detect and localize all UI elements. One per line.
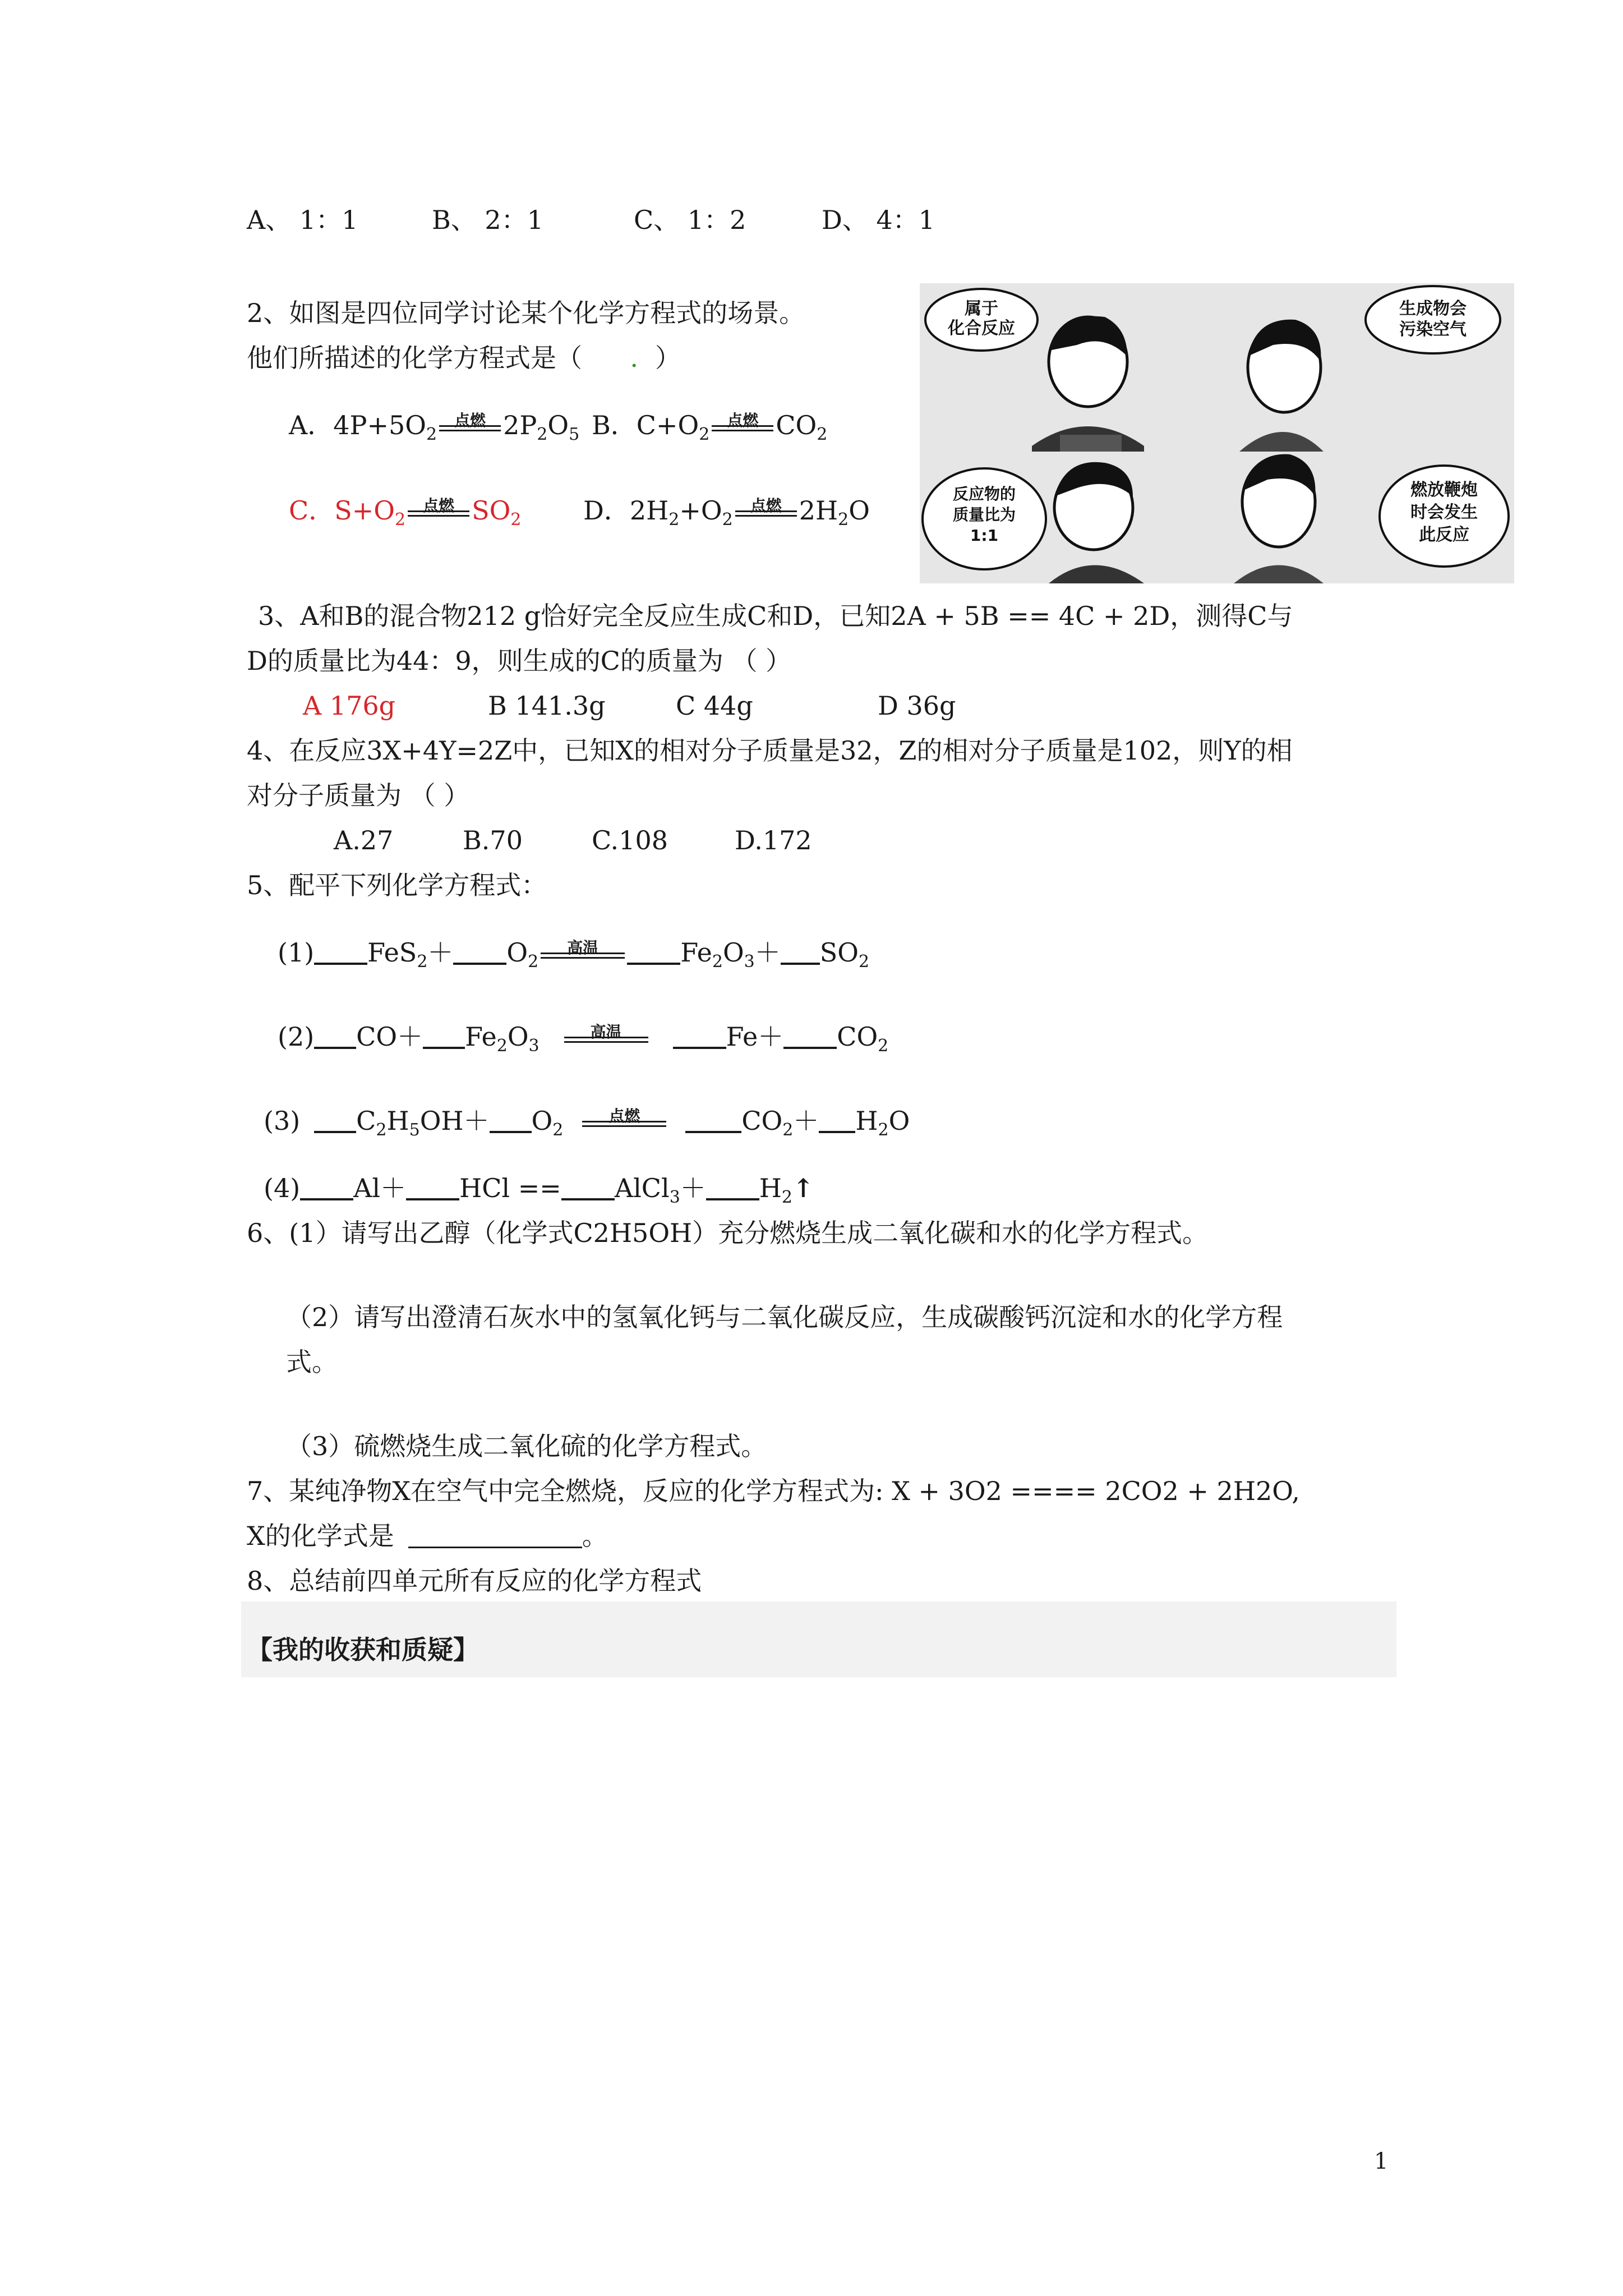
q6-part2-line1: （2）请写出澄清石灰水中的氢氧化钙与二氧化碳反应，生成碳酸钙沉淀和水的化学方程 [286, 1302, 1283, 1332]
formula: O [531, 1106, 553, 1136]
q5-equation-2 [278, 1020, 888, 1063]
formula: H [386, 1106, 409, 1136]
formula: O [506, 937, 528, 968]
section-heading: 【我的收获和质疑】 [247, 1635, 479, 1665]
svg-text:生成物会: 生成物会 [1399, 299, 1467, 319]
formula: Al＋ [353, 1173, 407, 1203]
answer-blank[interactable] [408, 1522, 582, 1548]
q3-option-a: A 176g [303, 691, 396, 721]
subscript: 2 [781, 1188, 792, 1207]
q4-option-a: A.27 [334, 825, 394, 855]
q2-d-product2: O [849, 495, 870, 526]
condition-high-temp [541, 936, 625, 969]
page-number: 1 [1374, 2148, 1389, 2174]
q2-c-product: SO [472, 495, 511, 526]
formula: CO [741, 1106, 783, 1136]
q2-option-b [592, 408, 827, 452]
formula: H [855, 1106, 878, 1136]
formula: FeS [367, 937, 417, 968]
formula: OH＋ [419, 1106, 490, 1136]
condition-ignite [735, 494, 797, 527]
formula: O [722, 937, 744, 968]
q2-d-sub2: 2 [722, 510, 733, 530]
q2-b-sub: 2 [699, 425, 710, 444]
formula: O [507, 1022, 529, 1052]
speech-bubble-1 [925, 289, 1038, 351]
subscript: 3 [669, 1188, 680, 1207]
condition-label: 点燃 [750, 496, 782, 515]
subscript: 5 [409, 1120, 420, 1140]
equation-number: (3) [264, 1106, 301, 1136]
formula: O [888, 1106, 910, 1136]
q7-prompt: X的化学式是 [247, 1521, 394, 1551]
subscript: 2 [782, 1120, 794, 1140]
q3-option-c: C 44g [676, 691, 753, 721]
q1-option-c: C、 1：2 [634, 205, 746, 235]
up-arrow-icon: ↑ [792, 1173, 814, 1203]
subscript: 2 [552, 1120, 564, 1140]
q2-b-product: CO [776, 410, 817, 440]
q2-question-line2 [247, 341, 681, 375]
q2-a-product2: O [547, 410, 569, 440]
q2-a-product: 2P [503, 410, 537, 440]
condition-ignite [439, 408, 501, 442]
q2-question-line1: 2、如图是四位同学讨论某个化学方程式的场景。 [247, 298, 805, 328]
speech-bubble-4 [1380, 466, 1509, 567]
formula: C [356, 1106, 376, 1136]
q3-option-d: D 36g [878, 691, 956, 721]
q7-period: 。 [582, 1521, 608, 1551]
condition-ignite [582, 1104, 666, 1138]
condition-label: 点燃 [423, 496, 455, 515]
speech-bubble-3 [923, 468, 1046, 569]
formula: AlCl [614, 1173, 670, 1203]
svg-text:燃放鞭炮: 燃放鞭炮 [1410, 480, 1478, 500]
formula: Fe＋ [726, 1022, 784, 1052]
q7-line2 [247, 1519, 608, 1553]
q7-line1: 7、某纯净物X在空气中完全燃烧，反应的化学方程式为: X + 3O2 ==== 2CO2 + 2H2O, [247, 1476, 1300, 1506]
q2-c-psub: 2 [510, 510, 522, 530]
q1-options [247, 203, 935, 237]
equation-number: (4) [264, 1173, 301, 1203]
q2-d-reactant2: +O [679, 495, 722, 526]
subscript: 3 [744, 952, 755, 972]
subscript: 2 [712, 952, 723, 972]
q6-part3: （3）硫燃烧生成二氧化硫的化学方程式。 [286, 1431, 767, 1461]
formula: Fe [680, 937, 712, 968]
q2-d-sub1: 2 [668, 510, 680, 530]
q3-options [303, 689, 956, 723]
q4-question-line2: 对分子质量为 （ ） [247, 780, 470, 811]
formula: HCl == [459, 1173, 561, 1203]
q5-equation-4 [264, 1171, 814, 1214]
plus-sign: ＋ [793, 1106, 819, 1136]
q3-option-b: B 141.3g [488, 691, 606, 721]
q2-close-paren: ） [655, 343, 681, 373]
condition-label: 高温 [590, 1023, 622, 1041]
formula: H [759, 1173, 782, 1203]
subscript: 3 [528, 1036, 540, 1056]
q1-option-b: B、 2：1 [432, 205, 543, 235]
formula: CO＋ [356, 1022, 423, 1052]
equation-number: (1) [278, 937, 315, 968]
q5-title: 5、配平下列化学方程式： [247, 870, 547, 900]
q2-a-reactants: A．4P+5O [289, 410, 426, 440]
q4-question-line1: 4、在反应3X+4Y=2Z中，已知X的相对分子质量是32，Z的相对分子质量是102，则Y的相 [247, 735, 1293, 766]
q8-question: 8、总结前四单元所有反应的化学方程式 [247, 1566, 702, 1596]
q2-d-reactant1: D．2H [583, 495, 669, 526]
q4-option-c: C.108 [592, 825, 668, 855]
plus-sign: ＋ [427, 937, 454, 968]
speech-bubble-2 [1366, 286, 1500, 353]
condition-label: 高温 [567, 938, 599, 957]
formula: CO [837, 1022, 878, 1052]
subscript: 2 [858, 952, 870, 972]
q5-equation-1 [278, 936, 869, 979]
subscript: 2 [496, 1036, 508, 1056]
svg-text:化合反应: 化合反应 [948, 319, 1015, 338]
svg-text:反应物的: 反应物的 [952, 485, 1016, 503]
condition-high-temp [564, 1020, 648, 1053]
q2-c-reactants: C．S+O [289, 495, 395, 526]
condition-ignite [408, 494, 469, 527]
condition-label: 点燃 [608, 1107, 640, 1125]
svg-text:时会发生: 时会发生 [1410, 503, 1478, 522]
q1-option-d: D、 4：1 [822, 205, 935, 235]
q3-question-line2: D的质量比为44：9，则生成的C的质量为 （ ） [247, 646, 792, 676]
q2-d-psub: 2 [838, 510, 849, 530]
q6-part2-line2: 式。 [286, 1347, 338, 1377]
subscript: 2 [376, 1120, 387, 1140]
condition-label: 点燃 [454, 411, 486, 430]
q2-option-c [289, 494, 521, 537]
q2-d-product: 2H [799, 495, 838, 526]
q2-option-d [583, 494, 870, 537]
q3-question-line1: 3、A和B的混合物212 g恰好完全反应生成C和D，已知2A + 5B == 4C + 2D，测得C与 [258, 601, 1293, 631]
subscript: 2 [878, 1036, 889, 1056]
q4-options [334, 823, 812, 857]
svg-text:污染空气: 污染空气 [1399, 320, 1467, 339]
svg-text:1:1: 1:1 [970, 526, 999, 545]
subscript: 2 [417, 952, 428, 972]
q2-b-psub: 2 [817, 425, 828, 444]
q2-stem: 他们所描述的化学方程式是（ [247, 343, 582, 373]
q2-option-a [289, 408, 579, 452]
svg-text:属于: 属于 [965, 299, 998, 319]
q2-a-psub2: 5 [569, 425, 580, 444]
q2-a-psub1: 2 [537, 425, 548, 444]
comic-illustration [920, 283, 1514, 583]
formula: Fe [465, 1022, 497, 1052]
condition-label: 点燃 [727, 411, 759, 430]
svg-text:质量比为: 质量比为 [952, 505, 1016, 524]
formula: SO [819, 937, 859, 968]
q4-option-d: D.172 [735, 825, 812, 855]
svg-text:此反应: 此反应 [1419, 525, 1469, 545]
condition-ignite [712, 408, 773, 442]
q2-a-sub: 2 [426, 425, 437, 444]
plus-sign: ＋ [680, 1173, 706, 1203]
subscript: 2 [878, 1120, 889, 1140]
q6-part1: 6、(1）请写出乙醇（化学式C2H5OH）充分燃烧生成二氧化碳和水的化学方程式。 [247, 1218, 1209, 1248]
q2-dot: . [630, 343, 638, 373]
q2-b-reactants: B．C+O [592, 410, 699, 440]
plus-sign: ＋ [754, 937, 781, 968]
q2-c-sub: 2 [394, 510, 406, 530]
q4-option-b: B.70 [463, 825, 523, 855]
q5-equation-3 [264, 1104, 910, 1147]
subscript: 2 [528, 952, 539, 972]
equation-number: (2) [278, 1022, 315, 1052]
q1-option-a: A、 1：1 [247, 205, 358, 235]
